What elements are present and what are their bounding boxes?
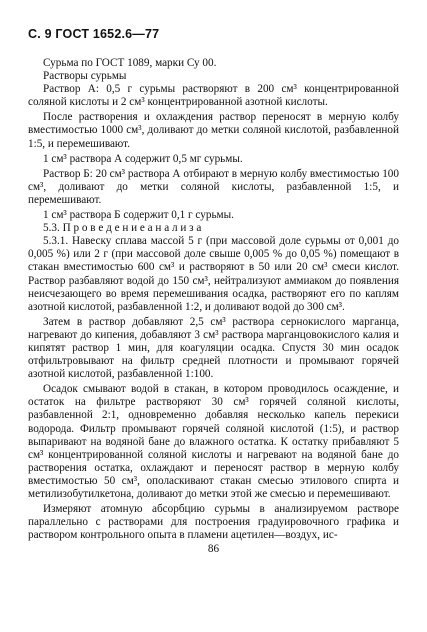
paragraph-manganese-addition: Затем в раствор добавляют 2,5 см³ раствора сернокислого марганца, нагревают до кипения, добавляют 3 см³ раствора марганцовокислого калия и кипятят раствор 1 мин, для коагуляции осадка. Спустя 30 мин осадок отфильтровывают на фильтр средней плотности и промывают горячей азотной кислотой, разбавленной 1:100. (28, 315, 399, 381)
paragraph-precipitate-washing: Осадок смывают водой в стакан, в котором проводилось осаждение, и остаток на фильтре растворяют 30 см³ горячей соляной кислоты, разбавленной 2:1, одновременно добавляя несколько капель перекиси водорода. Фильтр промывают горячей соляной кислотой (1:5), и раствор выпаривают на водяной бане до влажного остатка. К остатку прибавляют 5 см³ концентрированной соляной кислоты и нагревают на водяной бане до растворения остатка, охлаждают и переносят раствор в мерную колбу вместимостью 50 см³, ополаскивают стакан смесью этилового спирта и метилизобутилкетона, доливают до метки этой же смесью и перемешивают. (28, 383, 399, 500)
paragraph-solution-b-content: 1 см³ раствора Б содержит 0,1 г сурьмы. (43, 209, 234, 222)
page-number: 86 (207, 543, 220, 556)
paragraph-atomic-absorption: Измеряют атомную абсорбцию сурьмы в анализируемом растворе параллельно с растворами для построения градуировочного графика и раствором контрольного опыта в пламени ацетилен—воздух, ис- (28, 503, 399, 542)
page-header: С. 9 ГОСТ 1652.6—77 (28, 27, 160, 41)
paragraph-solution-a: Раствор А: 0,5 г сурьмы растворяют в 200 см³ концентрированной соляной кислоты и 2 см³ концентрированной азотной кислоты. (28, 83, 399, 109)
paragraph-solution-a-content: 1 см³ раствора А содержит 0,5 мг сурьмы. (43, 152, 243, 165)
paragraph-antimony-grade: Сурьма по ГОСТ 1089, марки Су 00. (43, 57, 217, 69)
document-body (28, 57, 399, 542)
paragraph-antimony-solutions-heading: Растворы сурьмы (43, 70, 127, 83)
paragraph-5-3-1: 5.3.1. Навеску сплава массой 5 г (при массовой доле сурьмы от 0,001 до 0,005 %) или 2 г (при массовой доле свыше 0,005 % до 0,05 %) помещают в стакан вместимостью 600 см³ и растворяют в 50 или 20 см³ смеси кислот. Раствор разбавляют водой до 150 см³, нейтрализуют аммиаком до появления неисчезающего во время перемешивания осадка, растворяют его по каплям азотной кислотой, разбавленной 1:2, и доливают водой до 300 см³. (28, 235, 399, 313)
paragraph-solution-b: Раствор Б: 20 см³ раствора А отбирают в мерную колбу вместимостью 100 см³, доливают до метки соляной кислоты, разбавленной 1:5, и перемешивают. (28, 167, 399, 206)
paragraph-analysis-heading: 5.3. П р о в е д е н и е а н а л и з а (43, 222, 202, 235)
paragraph-after-dissolution: После растворения и охлаждения раствор переносят в мерную колбу вместимостью 1000 см³, доливают до метки соляной кислотой, разбавленной 1:5, и перемешивают. (28, 111, 399, 150)
